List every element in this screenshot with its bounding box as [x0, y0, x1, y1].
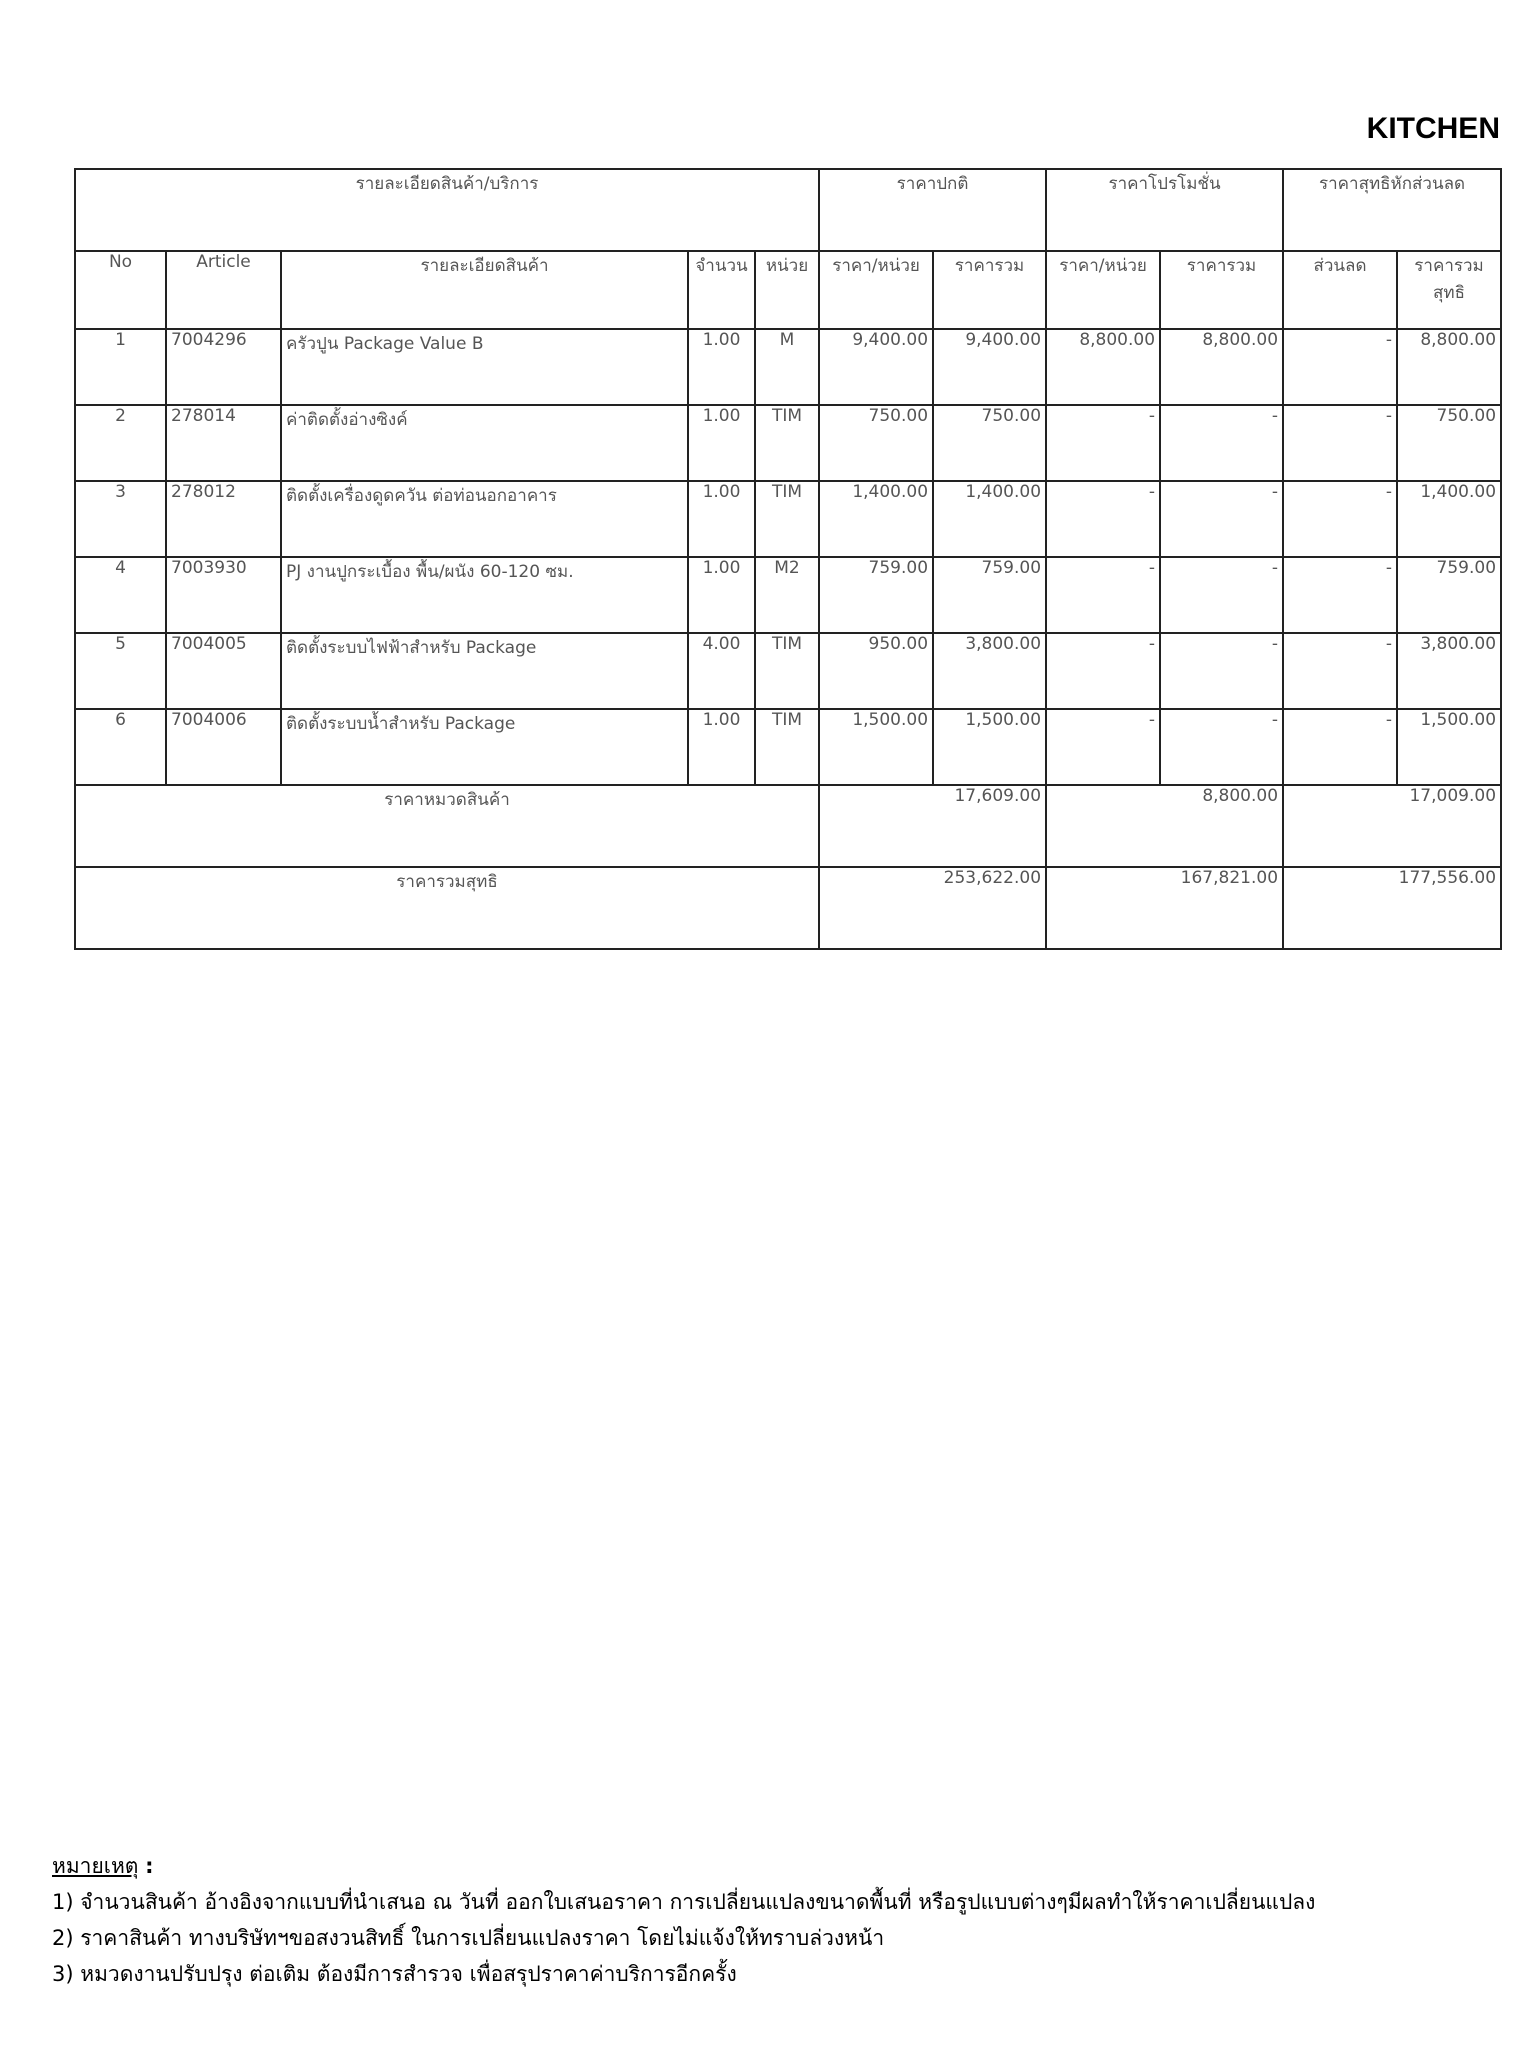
note-item: 1) จำนวนสินค้า อ้างอิงจากแบบที่นำเสนอ ณ วันที่ ออกใบเสนอราคา การเปลี่ยนแปลงขนาดพื้นที่ หรือรูปแบบต่างๆมีผลทำให้ราคาเปลี่ยนแปลง [52, 1890, 1316, 1914]
group-header-promo-price: ราคาโปรโมชั่น [1046, 169, 1283, 251]
cell-article: 278012 [166, 481, 281, 557]
notes-section [52, 1848, 1315, 1992]
cell-net-total: 3,800.00 [1397, 633, 1501, 709]
cell-normal-total: 9,400.00 [933, 329, 1046, 405]
cell-promo-total: - [1160, 709, 1283, 785]
category-total-promo: 8,800.00 [1046, 785, 1283, 867]
cell-discount: - [1283, 329, 1397, 405]
col-header-qty: จำนวน [688, 251, 755, 329]
cell-no: 1 [75, 329, 166, 405]
cell-article: 7004296 [166, 329, 281, 405]
cell-article: 7004005 [166, 633, 281, 709]
cell-promo-total: - [1160, 633, 1283, 709]
cell-qty: 1.00 [688, 557, 755, 633]
cell-article: 7003930 [166, 557, 281, 633]
col-header-article: Article [166, 251, 281, 329]
cell-qty: 4.00 [688, 633, 755, 709]
cell-net-total: 1,400.00 [1397, 481, 1501, 557]
notes-title: หมายเหตุ [52, 1854, 139, 1878]
cell-promo-total: - [1160, 481, 1283, 557]
cell-no: 2 [75, 405, 166, 481]
table-row [75, 481, 1501, 557]
page-title: KITCHEN [1366, 112, 1500, 145]
cell-qty: 1.00 [688, 709, 755, 785]
cell-discount: - [1283, 557, 1397, 633]
cell-normal-unit-price: 1,500.00 [819, 709, 933, 785]
cell-qty: 1.00 [688, 481, 755, 557]
table-row [75, 557, 1501, 633]
group-header-row [75, 169, 1501, 251]
cell-description: ครัวปูน Package Value B [281, 329, 688, 405]
cell-no: 6 [75, 709, 166, 785]
col-header-net-total: ราคารวมสุทธิ [1397, 251, 1501, 329]
cell-discount: - [1283, 633, 1397, 709]
cell-normal-total: 1,500.00 [933, 709, 1046, 785]
table-row [75, 405, 1501, 481]
col-header-promo-unit-price: ราคา/หน่วย [1046, 251, 1160, 329]
cell-description: ค่าติดตั้งอ่างซิงค์ [281, 405, 688, 481]
cell-unit: TIM [755, 481, 819, 557]
cell-normal-total: 1,400.00 [933, 481, 1046, 557]
grand-total-row [75, 867, 1501, 949]
grand-total-promo: 167,821.00 [1046, 867, 1283, 949]
category-total-label: ราคาหมวดสินค้า [75, 785, 819, 867]
grand-total-label: ราคารวมสุทธิ [75, 867, 819, 949]
cell-no: 3 [75, 481, 166, 557]
cell-unit: M [755, 329, 819, 405]
cell-no: 4 [75, 557, 166, 633]
table-row [75, 709, 1501, 785]
group-header-details: รายละเอียดสินค้า/บริการ [75, 169, 819, 251]
notes-colon: : [145, 1854, 154, 1878]
cell-normal-unit-price: 750.00 [819, 405, 933, 481]
cell-normal-unit-price: 1,400.00 [819, 481, 933, 557]
cell-article: 7004006 [166, 709, 281, 785]
cell-unit: M2 [755, 557, 819, 633]
cell-unit: TIM [755, 709, 819, 785]
cell-promo-unit-price: - [1046, 405, 1160, 481]
category-total-row [75, 785, 1501, 867]
group-header-normal-price: ราคาปกติ [819, 169, 1046, 251]
cell-article: 278014 [166, 405, 281, 481]
cell-promo-unit-price: - [1046, 709, 1160, 785]
table-row [75, 329, 1501, 405]
cell-description: ติดตั้งระบบน้ำสำหรับ Package [281, 709, 688, 785]
column-header-row [75, 251, 1501, 329]
grand-total-net: 177,556.00 [1283, 867, 1501, 949]
cell-promo-unit-price: - [1046, 481, 1160, 557]
notes-heading [52, 1848, 1315, 1884]
cell-normal-unit-price: 759.00 [819, 557, 933, 633]
category-total-normal: 17,609.00 [819, 785, 1046, 867]
col-header-promo-total: ราคารวม [1160, 251, 1283, 329]
cell-discount: - [1283, 709, 1397, 785]
col-header-normal-unit-price: ราคา/หน่วย [819, 251, 933, 329]
cell-unit: TIM [755, 405, 819, 481]
note-item: 2) ราคาสินค้า ทางบริษัทฯขอสงวนสิทธิ์ ในการเปลี่ยนแปลงราคา โดยไม่แจ้งให้ทราบล่วงหน้า [52, 1926, 885, 1950]
cell-discount: - [1283, 481, 1397, 557]
group-header-net-price: ราคาสุทธิหักส่วนลด [1283, 169, 1501, 251]
cell-net-total: 750.00 [1397, 405, 1501, 481]
quotation-table [74, 168, 1502, 950]
cell-net-total: 759.00 [1397, 557, 1501, 633]
cell-net-total: 8,800.00 [1397, 329, 1501, 405]
cell-description: ติดตั้งระบบไฟฟ้าสำหรับ Package [281, 633, 688, 709]
cell-promo-unit-price: - [1046, 557, 1160, 633]
cell-description: PJ งานปูกระเบื้อง พื้น/ผนัง 60-120 ซม. [281, 557, 688, 633]
col-header-description: รายละเอียดสินค้า [281, 251, 688, 329]
col-header-discount: ส่วนลด [1283, 251, 1397, 329]
cell-normal-total: 3,800.00 [933, 633, 1046, 709]
cell-normal-total: 750.00 [933, 405, 1046, 481]
cell-promo-total: - [1160, 557, 1283, 633]
cell-promo-unit-price: 8,800.00 [1046, 329, 1160, 405]
cell-net-total: 1,500.00 [1397, 709, 1501, 785]
col-header-unit: หน่วย [755, 251, 819, 329]
cell-promo-total: 8,800.00 [1160, 329, 1283, 405]
table-row [75, 633, 1501, 709]
cell-qty: 1.00 [688, 329, 755, 405]
cell-normal-unit-price: 950.00 [819, 633, 933, 709]
cell-promo-unit-price: - [1046, 633, 1160, 709]
grand-total-normal: 253,622.00 [819, 867, 1046, 949]
cell-normal-unit-price: 9,400.00 [819, 329, 933, 405]
cell-description: ติดตั้งเครื่องดูดควัน ต่อท่อนอกอาคาร [281, 481, 688, 557]
cell-no: 5 [75, 633, 166, 709]
category-total-net: 17,009.00 [1283, 785, 1501, 867]
cell-qty: 1.00 [688, 405, 755, 481]
col-header-no: No [75, 251, 166, 329]
cell-promo-total: - [1160, 405, 1283, 481]
cell-normal-total: 759.00 [933, 557, 1046, 633]
cell-unit: TIM [755, 633, 819, 709]
note-item: 3) หมวดงานปรับปรุง ต่อเติม ต้องมีการสำรวจ เพื่อสรุปราคาค่าบริการอีกครั้ง [52, 1962, 737, 1986]
col-header-normal-total: ราคารวม [933, 251, 1046, 329]
cell-discount: - [1283, 405, 1397, 481]
